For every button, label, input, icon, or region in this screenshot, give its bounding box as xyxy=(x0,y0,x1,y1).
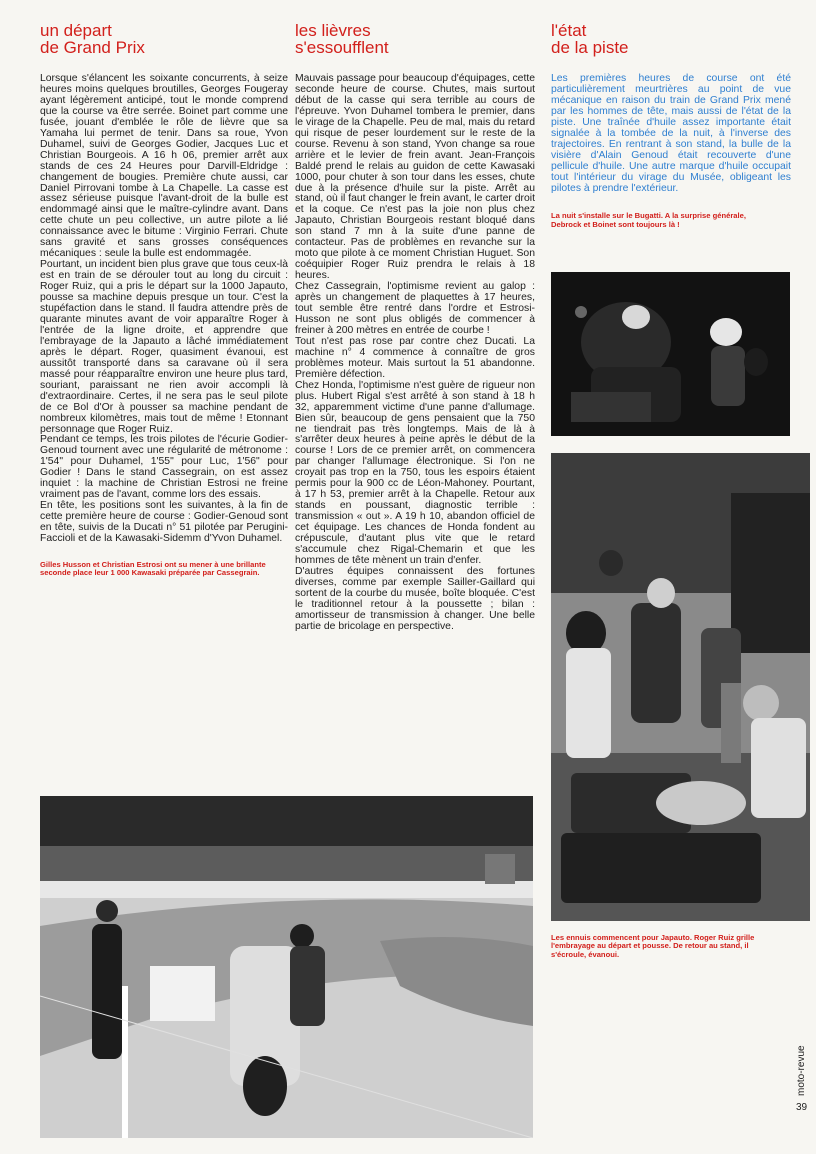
heading-line-2: de la piste xyxy=(551,38,629,57)
photo-japauto-pit xyxy=(551,453,810,921)
intro-paragraph: Les premières heures de course ont été particulièrement meurtrières au point de vue mécanique en raison du train de Grand Prix mené par les hommes de tête, mais aussi de l'état de la piste. Une traînée d'huile assez importante était signalée à la tombée de la nuit, à l'inverse des trajectoires. En rentrant à son stand, la bulle de la visière d'Alain Genoud était recouverte d'une pellicule d'huile. Une autre marque d'huile occupait tout l'intérieur du virage du Musée, obligeant les pilotes à prendre l'extérieur. xyxy=(551,73,791,194)
heading-line-1: les lièvres xyxy=(295,21,371,40)
magazine-name: moto-revue xyxy=(796,1045,807,1096)
page-number: 39 xyxy=(796,1102,808,1113)
article-body-middle xyxy=(295,74,535,633)
column-left xyxy=(40,22,288,578)
photo-caption-kawasaki: Gilles Husson et Christian Estrosi ont su mener à une brillante seconde place leur 1 000 Kawasaki préparée par Cassegrain. xyxy=(40,559,266,578)
paragraph: Lorsque s'élancent les soixante concurrents, à seize heures moins quelques broutilles, Georges Fougeray ayant légèrement anticipé, tout le monde comprend que la course va être serrée. Boinet part comme une fusée, jouant d'emblée le rôle de lièvre que sa Yamaha lui permet de tenir. Dans sa roue, Yvon Duhamel, suivi de Georges Godier, Jacques Luc et Christian Bourgeois. A 16 h 06, premier arrêt aux stands de ces 24 Heures pour Darvill-Eldridge : changement de bougies. Première chute aussi, car Daniel Pirrovani tombe à La Chapelle. La casse est assez sérieuse puisque l'avant-droit de la bulle est endommagé ainsi que le maître-cylindre avant. Dans cette chute un peu collective, un autre pilote a lié connaissance avec le bitume : Virginio Ferrari. Chute sans gravité et sans grosses conséquences mécaniques : seule la bulle est endommagée. xyxy=(40,73,288,260)
paragraph: Chez Honda, l'optimisme n'est guère de rigueur non plus. Hubert Rigal s'est arrêté à son stand à 18 h 32, apparemment victime d'une panne d'allumage. Bien sûr, beaucoup de gens pensaient que la 750 ne tiendrait pas très longtemps. Mais de là à s'arrêter deux heures à peine après le début de la course ! Lors de ce premier arrêt, on commencera par changer l'allumage électronique. Si l'on ne croyait pas trop en la 750, tous les espoirs étaient permis pour la 900 cc de Léon-Mahoney. Pourtant, à 17 h 53, premier arrêt à la Chapelle. Retour aux stands en poussant, diagnostic terrible : transmission « out ». A 19 h 10, abandon officiel de cet équipage. Les chances de Honda fondent au crépuscule, d'autant plus vite que le retard s'accumule chez Rigal-Chemarin et que les hommes de tête mènent un train d'enfer. xyxy=(295,379,535,566)
paragraph: Pourtant, un incident bien plus grave que tous ceux-là est en train de se dérouler tout au long du circuit : Roger Ruiz, qui a pris le départ sur la 1000 Japauto, pousse sa machine depuis presque un tour. C'est la stupéfaction dans le stand. Il faudra attendre près de quarante minutes avant de voir apparaître Roger à l'entrée de la ligne droite, et apprendre que l'embrayage de la Japauto a lâché immédiatement après le départ. Roger, quasiment évanoui, est aussitôt transporté dans sa caravane où il sera massé pour réapparaître environ une heure plus tard, souriant, paraissant ne rien avoir accompli là d'extraordinaire. Certes, il ne sera pas le seul pilote de ce Bol d'Or à pousser sa machine pendant de nombreux kilomètres, mais tout de même ! Etonnant personnage que Roger Ruiz. xyxy=(40,259,288,435)
heading-line-1: l'état xyxy=(551,21,587,40)
photo-pit-board-track xyxy=(40,796,533,1138)
paragraph: Chez Cassegrain, l'optimisme revient au galop : après un changement de plaquettes à 17 heures, tout semble être rentré dans l'ordre et Estrosi-Husson ne sont plus obligés de commencer à freiner à 200 mètres en entrée de courbe ! xyxy=(295,281,535,336)
heading-line-2: de Grand Prix xyxy=(40,38,145,57)
paragraph: Tout n'est pas rose par contre chez Ducati. La machine n° 4 commence à connaître de gros problèmes moteur. Mais surtout la 51 abandonne. Première défection. xyxy=(295,335,535,380)
photo-caption-bugatti-night: La nuit s'installe sur le Bugatti. A la surprise générale, Debrock et Boinet sont toujours là ! xyxy=(551,211,746,229)
column-middle xyxy=(295,22,535,633)
section-heading-piste xyxy=(551,22,791,56)
paragraph: Pendant ce temps, les trois pilotes de l'écurie Godier-Genoud tournent avec une régularité de métronome : 1'54" pour Duhamel, 1'55" pour Luc, 1'56" pour Godier ! Dans le stand Cassegrain, on est assez inquiet : la machine de Christian Estrosi ne freine vraiment pas de l'avant, comme lors des essais. xyxy=(40,434,288,501)
heading-line-1: un départ xyxy=(40,21,112,40)
photo-caption-japauto: Les ennuis commencent pour Japauto. Roger Ruiz grille l'embrayage au départ et pousse. De retour au stand, il s'écroule, évanoui. xyxy=(551,933,755,959)
paragraph: En tête, les positions sont les suivantes, à la fin de cette première heure de course : Godier-Genoud sont en tête, suivis de la Ducati n° 51 pilotée par Perugini-Faccioli et de la Kawasaki-Sidemm d'Yvon Duhamel. xyxy=(40,500,288,545)
magazine-name-vertical xyxy=(790,1030,814,1100)
section-heading-lievres xyxy=(295,22,535,56)
column-right xyxy=(551,22,791,229)
photo-night-riders xyxy=(551,272,790,436)
paragraph: D'autres équipes connaissent des fortunes diverses, comme par exemple Sailler-Gaillard qui sortent de la courbe du musée, boîte bloquée. C'est le traditionnel retour à la poussette ; bilan : amortisseur de transmission à changer. Une belle partie de bricolage en perspective. xyxy=(295,565,535,632)
heading-line-2: s'essoufflent xyxy=(295,38,389,57)
article-body-left xyxy=(40,74,288,545)
section-heading-depart xyxy=(40,22,288,56)
paragraph: Mauvais passage pour beaucoup d'équipages, cette seconde heure de course. Chutes, mais surtout début de la casse qui sera terrible au cours de l'épreuve. Yvon Duhamel tombera le premier, dans le virage de la Chapelle. Peu de mal, mais du retard qui risque de peser lourdement sur le reste de la course. Revenu à son stand, Yvon change sa roue arrière et le levier de frein avant. Jean-François Baldé prend le relais au guidon de cette Kawasaki 1000, pour chuter à son tour dans les esses, chute due à la présence d'huile sur la piste. Arrêt au stand, où il faut changer le frein avant, le carter droit et la coque. Ce n'est pas la joie non plus chez Japauto, Christian Bourgeois restant bloqué dans son stand 7 mn à la suite d'une panne de contacteur. Pas de problèmes en revanche sur la moto que pilote à ce moment Christian Huguet. Son coéquipier Roger Ruiz prendra le relais à 18 heures. xyxy=(295,73,535,282)
